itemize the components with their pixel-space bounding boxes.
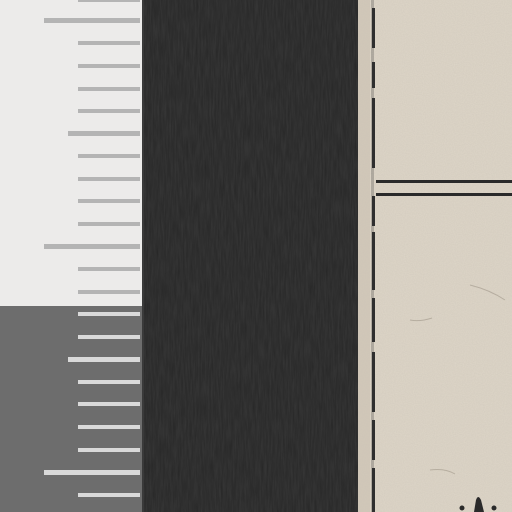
paper-border-line <box>371 0 375 512</box>
paper-shadow-edge <box>358 0 370 512</box>
dark-panel-texture <box>142 0 358 512</box>
dark-panel-edge <box>142 0 144 512</box>
paper-texture <box>358 0 512 512</box>
ruler-white-section <box>0 0 142 306</box>
